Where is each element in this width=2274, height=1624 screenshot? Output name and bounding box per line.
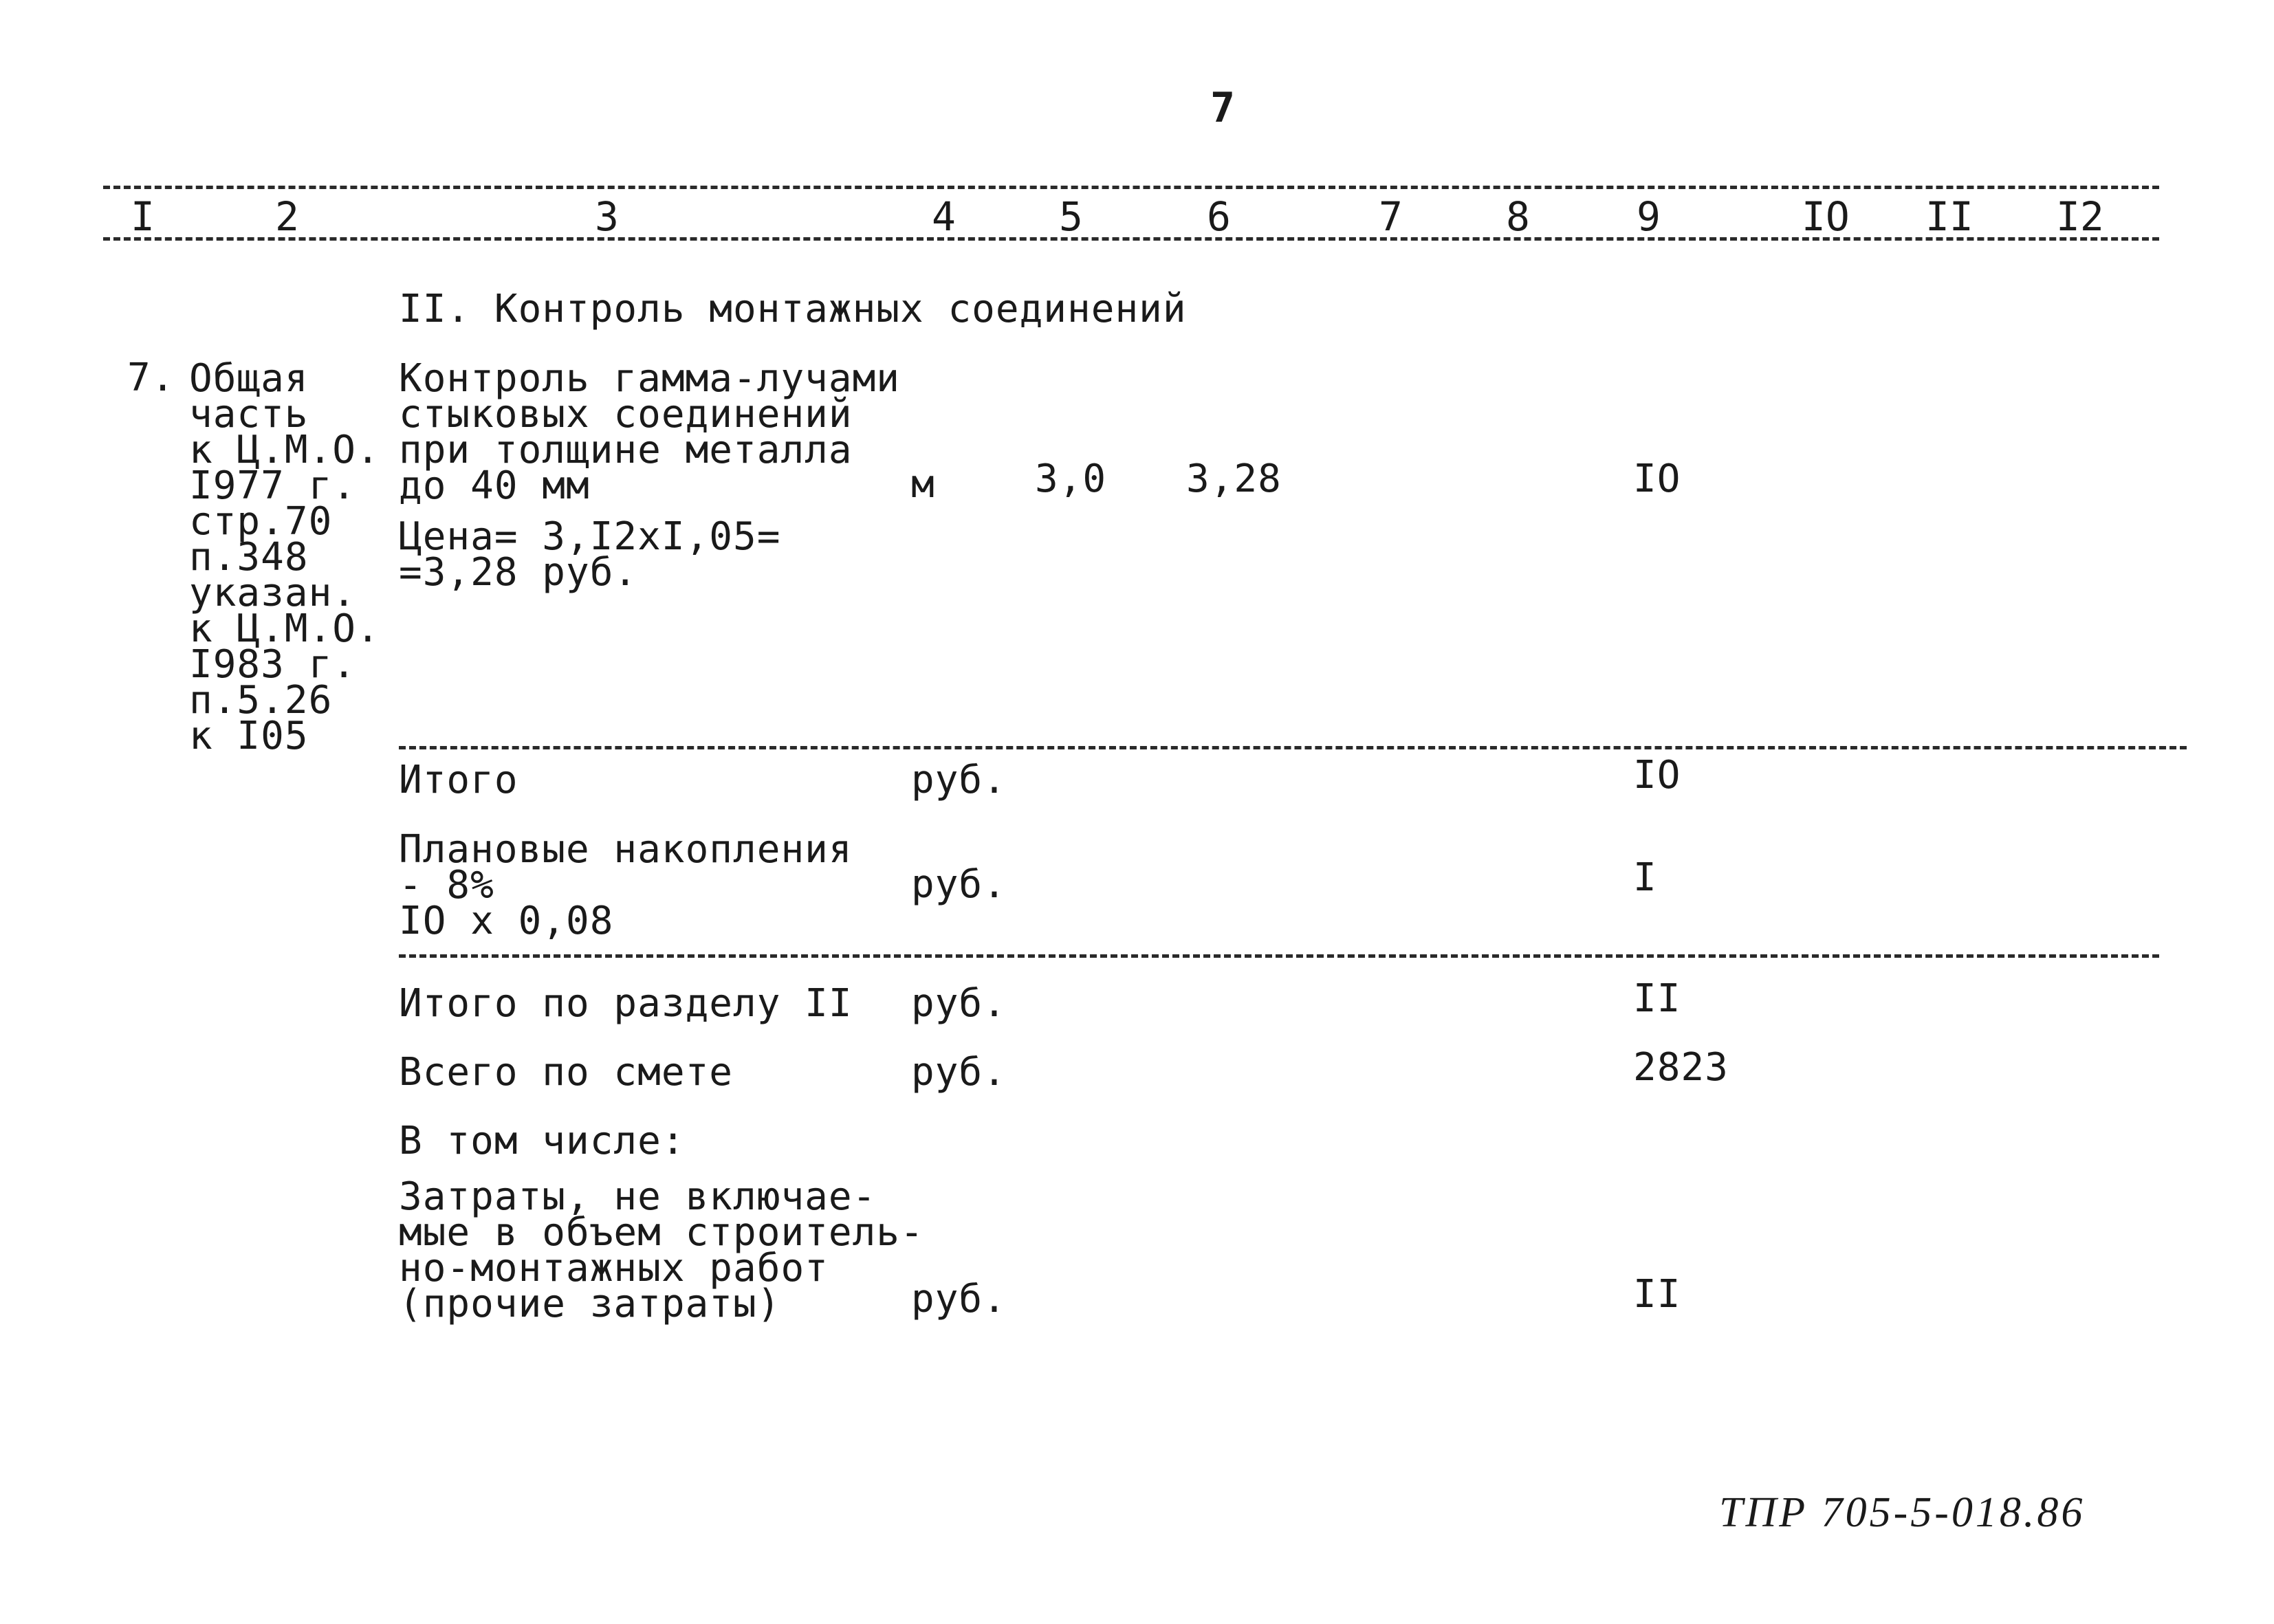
planned-savings-label: Плановые накопления - 8% IO x 0,08 <box>399 827 853 943</box>
estimate-total-unit: руб. <box>911 1050 1007 1095</box>
including-label: В том числе: <box>399 1119 686 1163</box>
column-number-5: 5 <box>1059 193 1083 240</box>
other-costs-label: Затраты, не включае- мые в объем строитель- но-монтажных работ (прочие затраты) <box>399 1174 924 1326</box>
item-unit: м <box>911 462 935 507</box>
item-price: 3,28 <box>1186 457 1282 501</box>
estimate-total-value: 2823 <box>1633 1045 1729 1090</box>
subtotal-unit: руб. <box>911 758 1007 802</box>
column-number-4: 4 <box>932 193 956 240</box>
item-total: IO <box>1633 457 1681 501</box>
planned-savings-unit: руб. <box>911 862 1007 907</box>
document-code-stamp: ТПР 705-5-018.86 <box>1719 1489 2086 1536</box>
column-number-1: I <box>131 193 155 240</box>
column-number-11: II <box>1925 193 1974 240</box>
planned-savings-value: I <box>1633 855 1657 900</box>
estimate-total-label: Всего по смете <box>399 1050 734 1095</box>
section-title: II. Контроль монтажных соединений <box>399 287 1187 331</box>
page-number: 7 <box>1210 84 1236 132</box>
subtotal-label: Итого <box>399 758 518 802</box>
column-number-9: 9 <box>1637 193 1661 240</box>
section-total-value: II <box>1633 976 1681 1021</box>
item-price-calculation: Цена= 3,I2xI,05= =3,28 руб. <box>399 514 781 595</box>
column-number-10: IO <box>1802 193 1850 240</box>
other-costs-value: II <box>1633 1272 1681 1317</box>
header-bottom-rule <box>103 237 2159 241</box>
column-number-6: 6 <box>1207 193 1231 240</box>
column-number-7: 7 <box>1379 193 1403 240</box>
item-quantity: 3,0 <box>1035 457 1107 501</box>
section-total-rule <box>399 954 2159 958</box>
section-total-label: Итого по разделу II <box>399 981 853 1026</box>
subtotal-rule <box>399 746 2187 749</box>
item-reference: Общая часть к Ц.М.О. I977 г. стр.70 п.348 указан. к Ц.М.О. I983 г. п.5.26 к I05 <box>189 356 380 758</box>
column-number-12: I2 <box>2056 193 2104 240</box>
section-total-unit: руб. <box>911 981 1007 1026</box>
column-number-3: 3 <box>595 193 619 240</box>
subtotal-value: IO <box>1633 753 1681 798</box>
column-number-2: 2 <box>275 193 299 240</box>
item-number: 7. <box>127 355 175 400</box>
header-top-rule <box>103 186 2159 189</box>
column-number-8: 8 <box>1506 193 1530 240</box>
other-costs-unit: руб. <box>911 1277 1007 1321</box>
item-description: Контроль гамма-лучами стыковых соединений при толщине металла до 40 мм <box>399 356 901 508</box>
